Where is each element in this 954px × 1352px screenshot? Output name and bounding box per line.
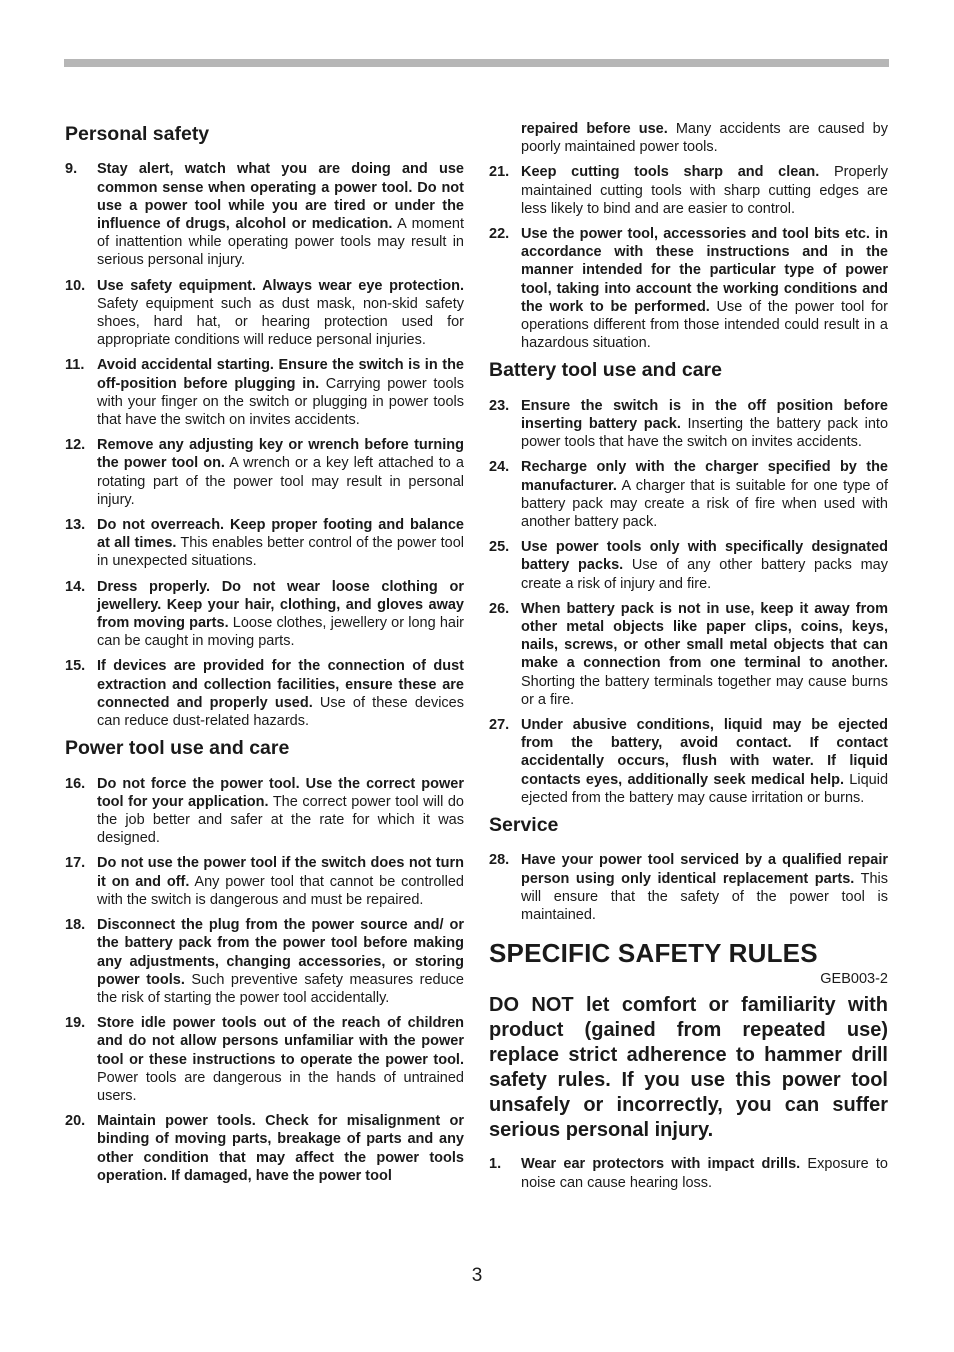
item-text: Such preventive safety measures reduce the risk of starting the power tool accidentally. (97, 971, 464, 1006)
list-item (489, 1155, 888, 1191)
item-text: This will ensure that the safety of the power tool is maintained. (521, 870, 888, 924)
item-bold-text: Avoid accidental starting. Ensure the switch is in the off-position before plugging in. (97, 357, 464, 392)
item-text: Safety equipment such as dust mask, non-skid safety shoes, hard hat, or hearing protection used for appropriate conditions will reduce personal injuries. (97, 295, 464, 349)
list-item (65, 356, 464, 429)
header-rule (64, 59, 889, 67)
item-number: 19. (65, 1015, 86, 1032)
document-code: GEB003-2 (820, 971, 888, 988)
list-item (65, 775, 464, 848)
specific-rules-list (489, 1155, 888, 1191)
item-bold-text: When battery pack is not in use, keep it away from other metal objects like paper clips, coins, keys, nails, screws, or other small metal objects that can make a connection from one terminal to another. (521, 600, 888, 672)
right-column (489, 120, 888, 1199)
list-item (489, 397, 888, 452)
item-bold-text: Ensure the switch is in the off position before inserting battery pack. (521, 397, 888, 433)
list-item (489, 851, 888, 924)
item-bold-text: Wear ear protectors with impact drills. (521, 1156, 801, 1173)
item-text: Loose clothes, jewellery or long hair can be caught in moving parts. (97, 615, 464, 650)
item-number: 23. (489, 397, 510, 414)
item-number: 1. (489, 1156, 502, 1173)
list-item (65, 277, 464, 350)
item-number: 10. (65, 277, 86, 294)
section-title-service: Service (489, 814, 559, 837)
item-number: 11. (65, 357, 85, 374)
section-title-power-tool-use: Power tool use and care (65, 737, 290, 760)
item-number: 12. (65, 437, 86, 454)
item-text: Inserting the battery pack into power tools that have the switch on invites accidents. (521, 416, 889, 451)
item-text: Carrying power tools with your finger on the switch or plugging in power tools that have the switch on invites accidents. (97, 375, 464, 429)
item-number: 22. (489, 226, 510, 243)
item-number: 15. (65, 658, 86, 675)
service-list (489, 851, 888, 924)
item-text: The correct power tool will do the job better and safer at the rate for which it was designed. (97, 793, 464, 847)
item-text: Use of any other battery packs may create a risk of injury and fire. (521, 557, 888, 592)
section-title-battery-tool-use: Battery tool use and care (489, 359, 722, 382)
list-item (489, 225, 888, 352)
item-number: 18. (65, 917, 86, 934)
page-number: 3 (471, 1265, 483, 1286)
item-bold-text: Recharge only with the charger specified by the manufacturer. (521, 459, 888, 494)
item-bold-text: Have your power tool serviced by a qualified repair person using only identical replacement parts. (521, 852, 888, 887)
item-number: 13. (65, 517, 86, 534)
item-bold-text: Use safety equipment. Always wear eye protection. (97, 277, 464, 294)
safety-warning: DO NOT let comfort or familiarity with product (gained from repeated use) replace strict adherence to hammer drill safety rules. If you use this power tool unsafely or incorrectly, you can suffer serious personal injury. (489, 994, 888, 1142)
item-text: Use of these devices can reduce dust-related hazards. (97, 694, 464, 730)
item-number: 20. (65, 1113, 86, 1130)
item-bold-text: If devices are provided for the connection of dust extraction and collection facilities, ensure these are connected and properly used. (97, 658, 464, 711)
list-item (489, 538, 888, 593)
item-bold-text: Maintain power tools. Check for misalignment or binding of moving parts, breakage of parts and any other condition that may affect the power tools operation. If damaged, have the power tool (97, 1113, 464, 1184)
item-number: 25. (489, 539, 510, 556)
item-bold-text: Do not force the power tool. Use the correct power tool for your application. (97, 775, 464, 810)
list-item (65, 578, 464, 651)
item-text: Use of the power tool for operations different from those intended could result in a hazardous situation. (521, 298, 888, 352)
battery-tool-use-list (489, 397, 888, 807)
item-bold-text: Remove any adjusting key or wrench before turning the power tool on. (97, 437, 464, 472)
list-item (489, 716, 888, 807)
list-item (65, 436, 464, 509)
item-number: 27. (489, 717, 510, 734)
item-bold-text: Under abusive conditions, liquid may be ejected from the battery, avoid contact. If contact accidentally occurs, flush with water. If liquid contacts eyes, additionally seek medical help. (521, 717, 888, 788)
list-item (65, 160, 464, 269)
list-item (65, 1014, 464, 1105)
power-tool-use-list (65, 775, 464, 1185)
item-number: 17. (65, 855, 86, 872)
item-bold-text: Keep cutting tools sharp and clean. (521, 164, 820, 181)
item-bold-text: Do not use the power tool if the switch does not turn it on and off. (97, 855, 464, 890)
item-text: Exposure to noise can cause hearing loss. (521, 1156, 888, 1191)
item-number: 9. (65, 161, 78, 178)
item-number: 16. (65, 775, 86, 792)
list-item (65, 657, 464, 730)
item-bold-text: Disconnect the plug from the power source and/ or the battery pack from the power tool before making any adjustments, changing accessories, or storing power tools. (97, 917, 464, 988)
item-text: Properly maintained cutting tools with sharp cutting edges are less likely to bind and are easier to control. (521, 164, 888, 217)
list-item (65, 854, 464, 909)
item-bold-text: Dress properly. Do not wear loose clothing or jewellery. Keep your hair, clothing, and gloves away from moving parts. (97, 578, 464, 632)
item-text: This enables better control of the power tool in unexpected situations. (97, 535, 465, 570)
item-text: Shorting the battery terminals together may cause burns or a fire. (521, 673, 888, 708)
power-tool-use-list-continued (489, 163, 888, 352)
item-bold-text: Do not overreach. Keep proper footing and balance at all times. (97, 517, 464, 552)
item-text: A wrench or a key left attached to a rotating part of the power tool may result in personal injury. (97, 455, 464, 508)
section-title-personal-safety: Personal safety (65, 123, 210, 145)
item-number: 14. (65, 578, 86, 595)
item-bold-text: Use power tools only with specifically designated battery packs. (521, 539, 888, 574)
personal-safety-list (65, 160, 464, 730)
item-bold-text: Stay alert, watch what you are doing and use common sense when operating a power tool. Do not use a power tool while you are tired or under the influence of drugs, alcohol or medication. (97, 161, 464, 232)
item-number: 28. (489, 852, 510, 869)
item-text: A charger that is suitable for one type of battery pack may create a risk of fire when used with another battery pack. (521, 477, 888, 531)
item-bold-text: Use the power tool, accessories and tool bits etc. in accordance with these instructions and in the manner intended for the particular type of power tool, taking into account the working conditions and the work to be performed. (521, 226, 888, 315)
item-text: Any power tool that cannot be controlled with the switch is dangerous and must be repaired. (97, 873, 464, 908)
list-item (489, 163, 888, 218)
left-column (65, 120, 464, 1192)
continued-item-20: repaired before use. Many accidents are caused by poorly maintained power tools. (521, 121, 888, 156)
item-text: Power tools are dangerous in the hands of untrained users. (97, 1069, 464, 1104)
item-number: 21. (489, 164, 510, 181)
specific-safety-rules-title: SPECIFIC SAFETY RULES (489, 938, 818, 969)
item-number: 24. (489, 459, 510, 476)
item-text: A moment of inattention while operating power tools may result in serious personal injury. (97, 216, 464, 269)
item-bold-text: Store idle power tools out of the reach of children and do not allow persons unfamiliar with the power tool or these instructions to operate the power tool. (97, 1015, 464, 1068)
list-item (489, 458, 888, 531)
list-item (489, 600, 888, 709)
list-item (65, 516, 464, 571)
item-text: Liquid ejected from the battery may cause irritation or burns. (521, 771, 889, 806)
list-item (65, 916, 464, 1007)
list-item (65, 1112, 464, 1185)
item-number: 26. (489, 600, 510, 617)
